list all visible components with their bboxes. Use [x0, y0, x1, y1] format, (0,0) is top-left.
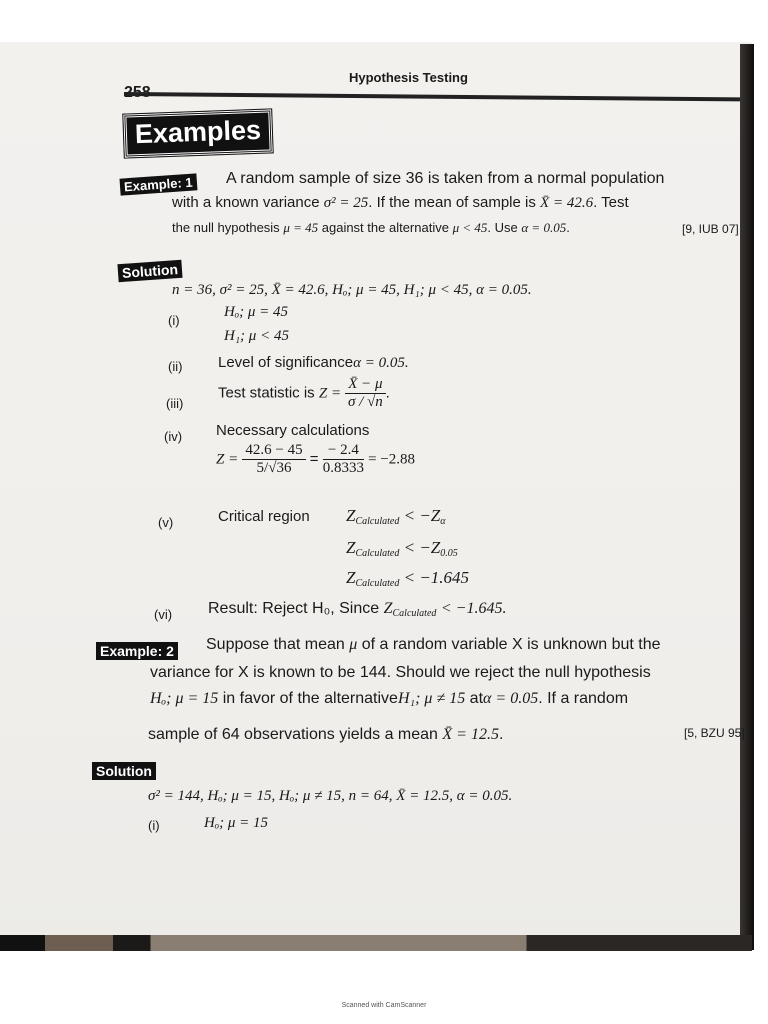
example-1-line-3 — [172, 220, 570, 236]
calc-num-1: 42.6 − 45 — [242, 442, 305, 460]
cr1-rsub: α — [440, 516, 446, 527]
step-ii-label: (ii) — [168, 359, 183, 374]
ex2-alt: H₁; μ ≠ 15 — [397, 690, 466, 707]
vi-sub: Calculated — [392, 608, 437, 619]
calc-den-2: 0.8333 — [322, 460, 364, 476]
ex2-alpha: α = 0.05 — [483, 690, 539, 707]
example-2-reference: [5, BZU 95] — [684, 726, 745, 740]
cr1-rest: < −Z — [403, 506, 441, 525]
cr3-z: Z — [346, 568, 356, 587]
step-iii-end: . — [385, 384, 390, 402]
example-1-line-2 — [172, 194, 629, 212]
calc-fraction-1 — [242, 442, 305, 477]
ex2-l3-end: . If a random — [538, 690, 629, 707]
step-i-label: (i) — [168, 313, 180, 328]
ex1-l2-end: . Test — [593, 194, 629, 211]
cr2-sub: Calculated — [355, 548, 400, 559]
calc-eq: = — [309, 450, 319, 468]
test-statistic-fraction — [345, 376, 385, 411]
ts-denominator: σ / √n — [348, 394, 383, 410]
calc-den-1: 5/√36 — [256, 460, 292, 476]
solution-2-step-i-label: (i) — [148, 818, 160, 833]
ex1-l2-rest: . If the mean of sample is — [368, 194, 536, 211]
solution-2-tag: Solution — [92, 762, 156, 780]
step-vi-label: (vi) — [154, 607, 173, 622]
ex2-l4-text: sample of 64 observations yields a mean — [148, 726, 438, 743]
step-iii-label: (iii) — [166, 396, 184, 411]
step-iv-lhs: Z = — [216, 451, 239, 468]
section-title: Examples — [123, 109, 272, 157]
step-iv-calc — [216, 442, 415, 477]
step-ii-text: Level of significance — [218, 354, 354, 371]
example-2-line-1 — [206, 636, 661, 654]
step-iv-text: Necessary calculations — [216, 422, 370, 439]
example-1-tag: Example: 1 — [120, 173, 198, 195]
ex1-variance: σ² = 25 — [323, 195, 369, 211]
ex2-null: Hₒ; μ = 15 — [150, 690, 219, 707]
scanner-footer: Scanned with CamScanner — [341, 1002, 427, 1009]
calc-fraction-2 — [323, 442, 364, 477]
ex1-alpha: α = 0.05 — [521, 220, 567, 235]
ex1-null: μ = 45 — [283, 220, 319, 235]
ex1-l3-end: . — [566, 220, 570, 235]
step-v-label: (v) — [158, 515, 174, 530]
step-i-h1: H₁; μ < 45 — [224, 328, 289, 344]
ex1-l2-text: with a known variance — [172, 194, 320, 211]
page-bottom-edge — [0, 935, 752, 951]
cr3-rest: < −1.645 — [403, 568, 470, 587]
ex2-l3-mid: in favor of the alternative — [222, 690, 398, 707]
step-v-text: Critical region — [218, 508, 310, 525]
step-ii-line — [218, 354, 409, 372]
solution-2-step-i: Hₒ; μ = 15 — [204, 815, 269, 831]
vi-rest: < −1.645. — [440, 600, 507, 617]
solution-2-given: σ² = 144, Hₒ; μ = 15, Hₒ; μ ≠ 15, n = 64, X̄ = 12.5, α = 0.05. — [148, 788, 513, 804]
ex1-l3-text: the null hypothesis — [172, 220, 280, 235]
cr1-sub: Calculated — [355, 516, 400, 527]
vi-z: Z — [383, 600, 393, 617]
ex1-alt: μ < 45 — [452, 220, 488, 235]
critical-region-3 — [346, 568, 469, 589]
calc-num-2: − 2.4 — [323, 442, 364, 460]
example-2-tag: Example: 2 — [96, 642, 178, 660]
ex2-at: at — [469, 690, 484, 707]
book-spine — [740, 44, 754, 950]
solution-1-tag: Solution — [117, 260, 182, 282]
running-head: Hypothesis Testing — [349, 70, 468, 85]
ex1-sample-mean: X̄ = 42.6 — [540, 195, 594, 211]
ex2-l1-text: Suppose that mean — [206, 636, 345, 653]
step-iii-text: Test statistic is — [218, 384, 315, 402]
step-vi-text: Result: Reject H₀, Since — [208, 600, 380, 617]
step-iv-label: (iv) — [164, 429, 183, 444]
calc-result: = −2.88 — [368, 451, 416, 468]
ex1-l3-mid: against the alternative — [321, 220, 449, 235]
example-2-line-2: variance for X is known to be 144. Should we reject the null hypothesis — [150, 664, 651, 681]
step-iii-lhs: Z = — [318, 385, 342, 402]
cr2-rsub: 0.05 — [440, 548, 458, 559]
cr2-rest: < −Z — [403, 538, 441, 557]
step-vi-line — [208, 600, 506, 619]
example-2-line-4 — [148, 726, 503, 744]
example-1-reference: [9, IUB 07] — [682, 222, 739, 236]
cr1-z: Z — [346, 506, 356, 525]
ex1-l3-use: . Use — [487, 220, 518, 235]
ex2-l1-rest: of a random variable X is unknown but the — [361, 636, 661, 653]
solution-1-given: n = 36, σ² = 25, X̄ = 42.6, Hₒ; μ = 45, H₁; μ < 45, α = 0.05. — [172, 282, 532, 298]
step-ii-alpha: α = 0.05. — [353, 355, 409, 371]
cr2-z: Z — [346, 538, 356, 557]
step-i-h0: Hₒ; μ = 45 — [224, 304, 289, 320]
example-1-line-1: A random sample of size 36 is taken from a normal population — [226, 170, 665, 187]
critical-region-2 — [346, 538, 458, 559]
ex2-l4-end: . — [498, 726, 504, 743]
ex2-mean: X̄ = 12.5 — [442, 726, 499, 743]
critical-region-1 — [346, 506, 446, 527]
step-iii-line — [218, 376, 390, 411]
ex2-mu: μ — [349, 636, 358, 653]
ts-numerator: X̄ − μ — [345, 376, 385, 394]
example-2-line-3 — [150, 690, 628, 708]
cr3-sub: Calculated — [355, 578, 400, 589]
